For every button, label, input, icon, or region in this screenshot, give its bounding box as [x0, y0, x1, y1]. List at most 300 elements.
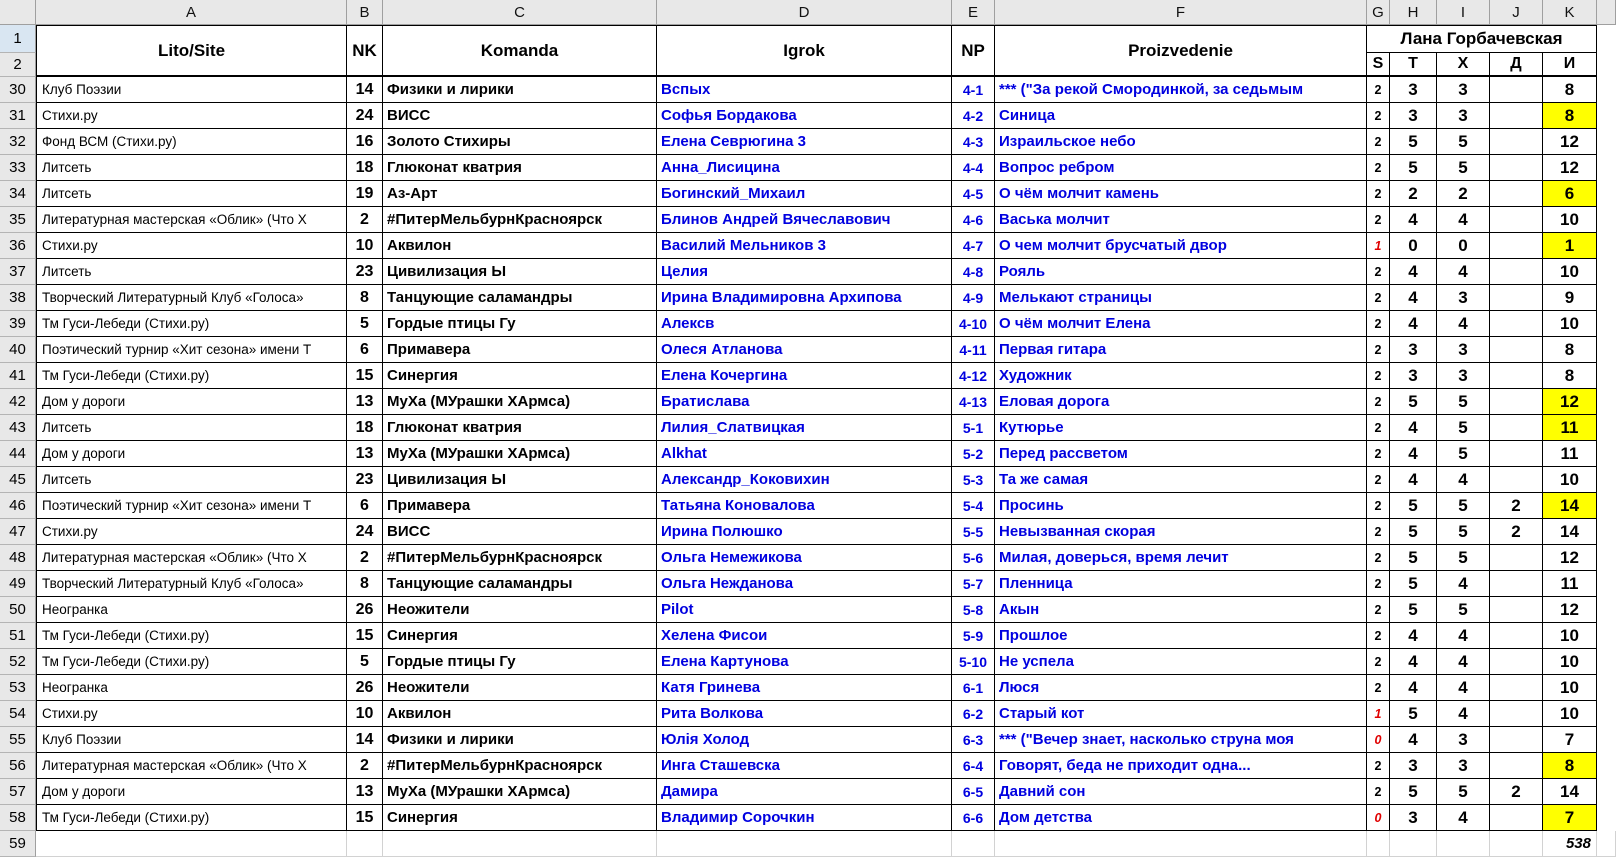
cell-score-s[interactable]: 1: [1367, 233, 1390, 259]
cell-lito-site[interactable]: Литсеть: [36, 155, 347, 181]
cell-score-x[interactable]: 4: [1437, 805, 1490, 831]
cell-proizvedenie[interactable]: Старый кот: [995, 701, 1367, 727]
cell-lito-site[interactable]: Поэтический турнир «Хит сезона» имени Т: [36, 337, 347, 363]
cell-igrok[interactable]: Ольга Немежикова: [657, 545, 952, 571]
cell-komanda[interactable]: ВИСС: [383, 103, 657, 129]
cell-np[interactable]: 4-2: [952, 103, 995, 129]
cell-score-s[interactable]: 2: [1367, 467, 1390, 493]
row-number[interactable]: 38: [0, 285, 36, 311]
cell-proizvedenie[interactable]: Дом детства: [995, 805, 1367, 831]
cell-proizvedenie[interactable]: Мелькают страницы: [995, 285, 1367, 311]
cell-score-i[interactable]: 8: [1543, 363, 1597, 389]
cell-score-i[interactable]: 10: [1543, 675, 1597, 701]
cell-score-d[interactable]: [1490, 441, 1543, 467]
cell-igrok[interactable]: Анна_Лисицина: [657, 155, 952, 181]
cell-np[interactable]: 4-10: [952, 311, 995, 337]
cell-lito-site[interactable]: Стихи.ру: [36, 519, 347, 545]
cell-score-i[interactable]: 14: [1543, 779, 1597, 805]
row-number[interactable]: 59: [0, 831, 36, 857]
header-komanda[interactable]: Komanda: [383, 25, 657, 77]
cell-np[interactable]: 6-6: [952, 805, 995, 831]
cell-score-d[interactable]: [1490, 103, 1543, 129]
cell-score-d[interactable]: [1490, 259, 1543, 285]
cell-proizvedenie[interactable]: *** ("За рекой Смородинкой, за седьмым: [995, 77, 1367, 103]
cell-score-d[interactable]: [1490, 545, 1543, 571]
cell-score-s[interactable]: 2: [1367, 545, 1390, 571]
cell-proizvedenie[interactable]: Просинь: [995, 493, 1367, 519]
cell-proizvedenie[interactable]: Невызванная скорая: [995, 519, 1367, 545]
cell-lito-site[interactable]: Тм Гуси-Лебеди (Стихи.ру): [36, 623, 347, 649]
cell-score-x[interactable]: 5: [1437, 519, 1490, 545]
cell-score-t[interactable]: 3: [1390, 77, 1437, 103]
cell-lito-site[interactable]: Стихи.ру: [36, 233, 347, 259]
cell-score-t[interactable]: 5: [1390, 597, 1437, 623]
row-number[interactable]: 52: [0, 649, 36, 675]
cell-score-s[interactable]: 2: [1367, 519, 1390, 545]
cell-empty[interactable]: [347, 831, 383, 857]
cell-np[interactable]: 4-8: [952, 259, 995, 285]
cell-score-i[interactable]: 10: [1543, 311, 1597, 337]
cell-np[interactable]: 4-6: [952, 207, 995, 233]
cell-nk[interactable]: 14: [347, 727, 383, 753]
cell-score-d[interactable]: [1490, 77, 1543, 103]
cell-np[interactable]: 5-4: [952, 493, 995, 519]
cell-proizvedenie[interactable]: Акын: [995, 597, 1367, 623]
cell-score-s[interactable]: 2: [1367, 779, 1390, 805]
cell-score-t[interactable]: 4: [1390, 623, 1437, 649]
cell-score-d[interactable]: [1490, 649, 1543, 675]
cell-nk[interactable]: 2: [347, 545, 383, 571]
cell-igrok[interactable]: Елена Кочергина: [657, 363, 952, 389]
cell-score-x[interactable]: 5: [1437, 441, 1490, 467]
cell-score-s[interactable]: 2: [1367, 571, 1390, 597]
cell-np[interactable]: 4-5: [952, 181, 995, 207]
cell-komanda[interactable]: МуХа (МУрашки ХАрмса): [383, 441, 657, 467]
cell-total[interactable]: 538: [1543, 831, 1597, 857]
cell-score-d[interactable]: [1490, 181, 1543, 207]
cell-score-x[interactable]: 3: [1437, 363, 1490, 389]
cell-score-s[interactable]: 0: [1367, 727, 1390, 753]
cell-nk[interactable]: 23: [347, 259, 383, 285]
cell-igrok[interactable]: Татьяна Коновалова: [657, 493, 952, 519]
cell-score-i[interactable]: 7: [1543, 727, 1597, 753]
cell-score-t[interactable]: 4: [1390, 441, 1437, 467]
cell-score-t[interactable]: 5: [1390, 701, 1437, 727]
header-np[interactable]: NP: [952, 25, 995, 77]
cell-nk[interactable]: 26: [347, 675, 383, 701]
cell-nk[interactable]: 14: [347, 77, 383, 103]
cell-proizvedenie[interactable]: Пленница: [995, 571, 1367, 597]
cell-komanda[interactable]: Синергия: [383, 363, 657, 389]
cell-proizvedenie[interactable]: Прошлое: [995, 623, 1367, 649]
cell-nk[interactable]: 23: [347, 467, 383, 493]
row-number[interactable]: 36: [0, 233, 36, 259]
cell-np[interactable]: 4-3: [952, 129, 995, 155]
cell-score-t[interactable]: 3: [1390, 337, 1437, 363]
cell-score-t[interactable]: 5: [1390, 129, 1437, 155]
cell-score-t[interactable]: 4: [1390, 675, 1437, 701]
cell-komanda[interactable]: Аквилон: [383, 701, 657, 727]
cell-proizvedenie[interactable]: Израильское небо: [995, 129, 1367, 155]
cell-nk[interactable]: 26: [347, 597, 383, 623]
row-number[interactable]: 34: [0, 181, 36, 207]
cell-score-s[interactable]: 2: [1367, 363, 1390, 389]
cell-komanda[interactable]: Аз-Арт: [383, 181, 657, 207]
cell-igrok[interactable]: Богинский_Михаил: [657, 181, 952, 207]
cell-nk[interactable]: 2: [347, 207, 383, 233]
cell-score-t[interactable]: 2: [1390, 181, 1437, 207]
cell-proizvedenie[interactable]: Та же самая: [995, 467, 1367, 493]
cell-nk[interactable]: 10: [347, 233, 383, 259]
cell-np[interactable]: 4-11: [952, 337, 995, 363]
cell-score-x[interactable]: 5: [1437, 493, 1490, 519]
column-header-e[interactable]: E: [952, 0, 995, 25]
cell-nk[interactable]: 13: [347, 779, 383, 805]
cell-np[interactable]: 5-7: [952, 571, 995, 597]
cell-igrok[interactable]: Олеся Атланова: [657, 337, 952, 363]
cell-nk[interactable]: 5: [347, 649, 383, 675]
cell-score-d[interactable]: [1490, 233, 1543, 259]
row-number[interactable]: 54: [0, 701, 36, 727]
cell-score-i[interactable]: 8: [1543, 753, 1597, 779]
row-number[interactable]: 33: [0, 155, 36, 181]
cell-score-d[interactable]: [1490, 467, 1543, 493]
cell-igrok[interactable]: Софья Бордакова: [657, 103, 952, 129]
cell-np[interactable]: 6-5: [952, 779, 995, 805]
row-number[interactable]: 37: [0, 259, 36, 285]
cell-score-t[interactable]: 3: [1390, 753, 1437, 779]
cell-score-i[interactable]: 8: [1543, 103, 1597, 129]
cell-score-x[interactable]: 5: [1437, 389, 1490, 415]
cell-score-i[interactable]: 10: [1543, 649, 1597, 675]
cell-score-s[interactable]: 2: [1367, 389, 1390, 415]
row-number[interactable]: 47: [0, 519, 36, 545]
cell-proizvedenie[interactable]: Люся: [995, 675, 1367, 701]
column-header-g[interactable]: G: [1367, 0, 1390, 25]
cell-lito-site[interactable]: Литсеть: [36, 259, 347, 285]
cell-igrok[interactable]: Ирина Полюшко: [657, 519, 952, 545]
cell-score-i[interactable]: 12: [1543, 129, 1597, 155]
cell-score-t[interactable]: 0: [1390, 233, 1437, 259]
cell-igrok[interactable]: Alkhat: [657, 441, 952, 467]
cell-score-s[interactable]: 1: [1367, 701, 1390, 727]
row-number[interactable]: 50: [0, 597, 36, 623]
cell-komanda[interactable]: Цивилизация Ы: [383, 259, 657, 285]
header-igrok[interactable]: Igrok: [657, 25, 952, 77]
cell-lito-site[interactable]: Клуб Поэзии: [36, 727, 347, 753]
cell-empty[interactable]: [1490, 831, 1543, 857]
column-header-h[interactable]: H: [1390, 0, 1437, 25]
cell-score-s[interactable]: 2: [1367, 285, 1390, 311]
cell-lito-site[interactable]: Литературная мастерская «Облик» (Что Х: [36, 207, 347, 233]
cell-score-t[interactable]: 5: [1390, 519, 1437, 545]
row-number[interactable]: 46: [0, 493, 36, 519]
cell-komanda[interactable]: Гордые птицы Гу: [383, 649, 657, 675]
cell-score-s[interactable]: 2: [1367, 753, 1390, 779]
cell-score-d[interactable]: [1490, 805, 1543, 831]
cell-komanda[interactable]: ВИСС: [383, 519, 657, 545]
cell-score-s[interactable]: 2: [1367, 623, 1390, 649]
cell-score-t[interactable]: 3: [1390, 805, 1437, 831]
cell-score-i[interactable]: 11: [1543, 571, 1597, 597]
cell-komanda[interactable]: Цивилизация Ы: [383, 467, 657, 493]
cell-np[interactable]: 5-2: [952, 441, 995, 467]
cell-np[interactable]: 4-7: [952, 233, 995, 259]
cell-np[interactable]: 5-3: [952, 467, 995, 493]
cell-komanda[interactable]: Синергия: [383, 805, 657, 831]
cell-lito-site[interactable]: Дом у дороги: [36, 441, 347, 467]
cell-np[interactable]: 4-12: [952, 363, 995, 389]
cell-score-x[interactable]: 5: [1437, 779, 1490, 805]
cell-score-d[interactable]: [1490, 415, 1543, 441]
header-judge-name[interactable]: Лана Горбачевская: [1367, 25, 1597, 53]
cell-nk[interactable]: 16: [347, 129, 383, 155]
row-number[interactable]: 44: [0, 441, 36, 467]
cell-score-t[interactable]: 5: [1390, 779, 1437, 805]
row-number[interactable]: 53: [0, 675, 36, 701]
cell-score-d[interactable]: [1490, 337, 1543, 363]
row-number[interactable]: 48: [0, 545, 36, 571]
cell-proizvedenie[interactable]: Милая, доверься, время лечит: [995, 545, 1367, 571]
cell-np[interactable]: 5-8: [952, 597, 995, 623]
cell-score-x[interactable]: 4: [1437, 467, 1490, 493]
cell-igrok[interactable]: Рита Волкова: [657, 701, 952, 727]
cell-proizvedenie[interactable]: Говорят, беда не приходит одна...: [995, 753, 1367, 779]
row-number[interactable]: 45: [0, 467, 36, 493]
cell-score-t[interactable]: 5: [1390, 545, 1437, 571]
row-number[interactable]: 30: [0, 77, 36, 103]
cell-score-d[interactable]: [1490, 311, 1543, 337]
cell-score-x[interactable]: 0: [1437, 233, 1490, 259]
cell-nk[interactable]: 2: [347, 753, 383, 779]
cell-igrok[interactable]: Вспых: [657, 77, 952, 103]
cell-np[interactable]: 4-4: [952, 155, 995, 181]
cell-nk[interactable]: 18: [347, 415, 383, 441]
cell-komanda[interactable]: Аквилон: [383, 233, 657, 259]
cell-score-x[interactable]: 3: [1437, 753, 1490, 779]
cell-score-i[interactable]: 7: [1543, 805, 1597, 831]
cell-komanda[interactable]: Глюконат кватрия: [383, 155, 657, 181]
cell-igrok[interactable]: Лилия_Слатвицкая: [657, 415, 952, 441]
cell-nk[interactable]: 6: [347, 337, 383, 363]
cell-score-d[interactable]: [1490, 701, 1543, 727]
row-number[interactable]: 43: [0, 415, 36, 441]
cell-score-s[interactable]: 2: [1367, 597, 1390, 623]
cell-score-i[interactable]: 14: [1543, 493, 1597, 519]
cell-score-d[interactable]: [1490, 155, 1543, 181]
row-number[interactable]: 39: [0, 311, 36, 337]
cell-score-x[interactable]: 4: [1437, 259, 1490, 285]
cell-lito-site[interactable]: Неогранка: [36, 597, 347, 623]
cell-empty[interactable]: [1437, 831, 1490, 857]
cell-score-x[interactable]: 3: [1437, 103, 1490, 129]
cell-score-t[interactable]: 4: [1390, 285, 1437, 311]
cell-score-d[interactable]: [1490, 363, 1543, 389]
cell-np[interactable]: 6-1: [952, 675, 995, 701]
cell-igrok[interactable]: Юлія Холод: [657, 727, 952, 753]
column-header-i[interactable]: I: [1437, 0, 1490, 25]
cell-score-t[interactable]: 5: [1390, 571, 1437, 597]
cell-score-d[interactable]: [1490, 597, 1543, 623]
cell-score-d[interactable]: [1490, 753, 1543, 779]
cell-empty[interactable]: [1390, 831, 1437, 857]
cell-igrok[interactable]: Блинов Андрей Вячеславович: [657, 207, 952, 233]
cell-proizvedenie[interactable]: О чём молчит Елена: [995, 311, 1367, 337]
cell-proizvedenie[interactable]: Не успела: [995, 649, 1367, 675]
cell-proizvedenie[interactable]: Васька молчит: [995, 207, 1367, 233]
cell-score-s[interactable]: 2: [1367, 493, 1390, 519]
cell-komanda[interactable]: Золото Стихиры: [383, 129, 657, 155]
header-col-t[interactable]: T: [1390, 53, 1437, 77]
cell-nk[interactable]: 13: [347, 441, 383, 467]
cell-score-i[interactable]: 12: [1543, 545, 1597, 571]
cell-np[interactable]: 6-4: [952, 753, 995, 779]
cell-nk[interactable]: 15: [347, 363, 383, 389]
cell-komanda[interactable]: Примавера: [383, 493, 657, 519]
cell-np[interactable]: 5-1: [952, 415, 995, 441]
cell-score-s[interactable]: 2: [1367, 337, 1390, 363]
cell-lito-site[interactable]: Клуб Поэзии: [36, 77, 347, 103]
cell-lito-site[interactable]: Тм Гуси-Лебеди (Стихи.ру): [36, 363, 347, 389]
cell-komanda[interactable]: Синергия: [383, 623, 657, 649]
cell-komanda[interactable]: МуХа (МУрашки ХАрмса): [383, 779, 657, 805]
cell-komanda[interactable]: Гордые птицы Гу: [383, 311, 657, 337]
cell-score-t[interactable]: 4: [1390, 467, 1437, 493]
cell-score-i[interactable]: 12: [1543, 155, 1597, 181]
column-header-c[interactable]: C: [383, 0, 657, 25]
header-lito-site[interactable]: Lito/Site: [36, 25, 347, 77]
cell-score-s[interactable]: 2: [1367, 415, 1390, 441]
header-nk[interactable]: NK: [347, 25, 383, 77]
cell-score-i[interactable]: 11: [1543, 415, 1597, 441]
cell-empty[interactable]: [952, 831, 995, 857]
cell-igrok[interactable]: Катя Гринева: [657, 675, 952, 701]
cell-nk[interactable]: 8: [347, 571, 383, 597]
cell-lito-site[interactable]: Тм Гуси-Лебеди (Стихи.ру): [36, 649, 347, 675]
cell-score-x[interactable]: 3: [1437, 337, 1490, 363]
cell-score-d[interactable]: [1490, 129, 1543, 155]
select-all-corner[interactable]: [0, 0, 36, 25]
cell-score-x[interactable]: 3: [1437, 285, 1490, 311]
cell-komanda[interactable]: Физики и лирики: [383, 77, 657, 103]
row-number[interactable]: 41: [0, 363, 36, 389]
cell-score-t[interactable]: 4: [1390, 415, 1437, 441]
cell-score-s[interactable]: 2: [1367, 441, 1390, 467]
cell-komanda[interactable]: Неожители: [383, 597, 657, 623]
cell-score-d[interactable]: [1490, 389, 1543, 415]
cell-score-i[interactable]: 1: [1543, 233, 1597, 259]
row-number[interactable]: 55: [0, 727, 36, 753]
cell-score-t[interactable]: 4: [1390, 649, 1437, 675]
cell-igrok[interactable]: Хелена Фисои: [657, 623, 952, 649]
cell-score-s[interactable]: 2: [1367, 77, 1390, 103]
cell-proizvedenie[interactable]: Еловая дорога: [995, 389, 1367, 415]
cell-score-x[interactable]: 2: [1437, 181, 1490, 207]
cell-proizvedenie[interactable]: Синица: [995, 103, 1367, 129]
cell-nk[interactable]: 8: [347, 285, 383, 311]
row-number[interactable]: 42: [0, 389, 36, 415]
column-header-b[interactable]: B: [347, 0, 383, 25]
cell-igrok[interactable]: Pilot: [657, 597, 952, 623]
cell-lito-site[interactable]: Стихи.ру: [36, 103, 347, 129]
cell-score-i[interactable]: 14: [1543, 519, 1597, 545]
cell-lito-site[interactable]: Литсеть: [36, 181, 347, 207]
cell-lito-site[interactable]: Литсеть: [36, 467, 347, 493]
cell-proizvedenie[interactable]: *** ("Вечер знает, насколько струна моя: [995, 727, 1367, 753]
cell-komanda[interactable]: Физики и лирики: [383, 727, 657, 753]
cell-score-i[interactable]: 10: [1543, 623, 1597, 649]
cell-empty[interactable]: [995, 831, 1367, 857]
cell-nk[interactable]: 18: [347, 155, 383, 181]
cell-score-d[interactable]: [1490, 675, 1543, 701]
cell-score-t[interactable]: 5: [1390, 155, 1437, 181]
cell-nk[interactable]: 24: [347, 103, 383, 129]
cell-igrok[interactable]: Ирина Владимировна Архипова: [657, 285, 952, 311]
header-col-i[interactable]: И: [1543, 53, 1597, 77]
cell-score-i[interactable]: 9: [1543, 285, 1597, 311]
column-header-f[interactable]: F: [995, 0, 1367, 25]
cell-score-t[interactable]: 5: [1390, 493, 1437, 519]
cell-igrok[interactable]: Василий Мельников 3: [657, 233, 952, 259]
cell-score-i[interactable]: 10: [1543, 259, 1597, 285]
cell-komanda[interactable]: Глюконат кватрия: [383, 415, 657, 441]
cell-score-i[interactable]: 12: [1543, 597, 1597, 623]
cell-komanda[interactable]: Танцующие саламандры: [383, 285, 657, 311]
cell-nk[interactable]: 24: [347, 519, 383, 545]
cell-empty[interactable]: [1367, 831, 1390, 857]
row-number[interactable]: 40: [0, 337, 36, 363]
cell-score-x[interactable]: 4: [1437, 623, 1490, 649]
cell-proizvedenie[interactable]: Художник: [995, 363, 1367, 389]
cell-lito-site[interactable]: Литературная мастерская «Облик» (Что Х: [36, 753, 347, 779]
cell-komanda[interactable]: Танцующие саламандры: [383, 571, 657, 597]
cell-nk[interactable]: 19: [347, 181, 383, 207]
row-number[interactable]: 32: [0, 129, 36, 155]
cell-score-s[interactable]: 2: [1367, 675, 1390, 701]
header-col-s[interactable]: S: [1367, 53, 1390, 77]
cell-score-x[interactable]: 4: [1437, 649, 1490, 675]
header-col-d[interactable]: Д: [1490, 53, 1543, 77]
cell-score-s[interactable]: 2: [1367, 103, 1390, 129]
cell-score-i[interactable]: 8: [1543, 77, 1597, 103]
cell-np[interactable]: 4-1: [952, 77, 995, 103]
cell-nk[interactable]: 15: [347, 623, 383, 649]
cell-empty[interactable]: [657, 831, 952, 857]
cell-empty[interactable]: [383, 831, 657, 857]
cell-np[interactable]: 4-13: [952, 389, 995, 415]
row-number[interactable]: 51: [0, 623, 36, 649]
cell-komanda[interactable]: #ПитерМельбурнКрасноярск: [383, 753, 657, 779]
cell-np[interactable]: 5-6: [952, 545, 995, 571]
cell-score-i[interactable]: 11: [1543, 441, 1597, 467]
row-header-1[interactable]: 1: [0, 25, 36, 53]
cell-score-x[interactable]: 3: [1437, 77, 1490, 103]
cell-score-i[interactable]: 8: [1543, 337, 1597, 363]
cell-score-t[interactable]: 3: [1390, 363, 1437, 389]
cell-proizvedenie[interactable]: Рояль: [995, 259, 1367, 285]
header-proizvedenie[interactable]: Proizvedenie: [995, 25, 1367, 77]
cell-score-s[interactable]: 2: [1367, 259, 1390, 285]
cell-lito-site[interactable]: Литературная мастерская «Облик» (Что Х: [36, 545, 347, 571]
cell-proizvedenie[interactable]: О чём молчит камень: [995, 181, 1367, 207]
cell-score-i[interactable]: 10: [1543, 701, 1597, 727]
cell-score-s[interactable]: 2: [1367, 649, 1390, 675]
row-number[interactable]: 56: [0, 753, 36, 779]
cell-nk[interactable]: 13: [347, 389, 383, 415]
cell-igrok[interactable]: Александр_Коковихин: [657, 467, 952, 493]
row-number[interactable]: 31: [0, 103, 36, 129]
cell-score-x[interactable]: 3: [1437, 727, 1490, 753]
